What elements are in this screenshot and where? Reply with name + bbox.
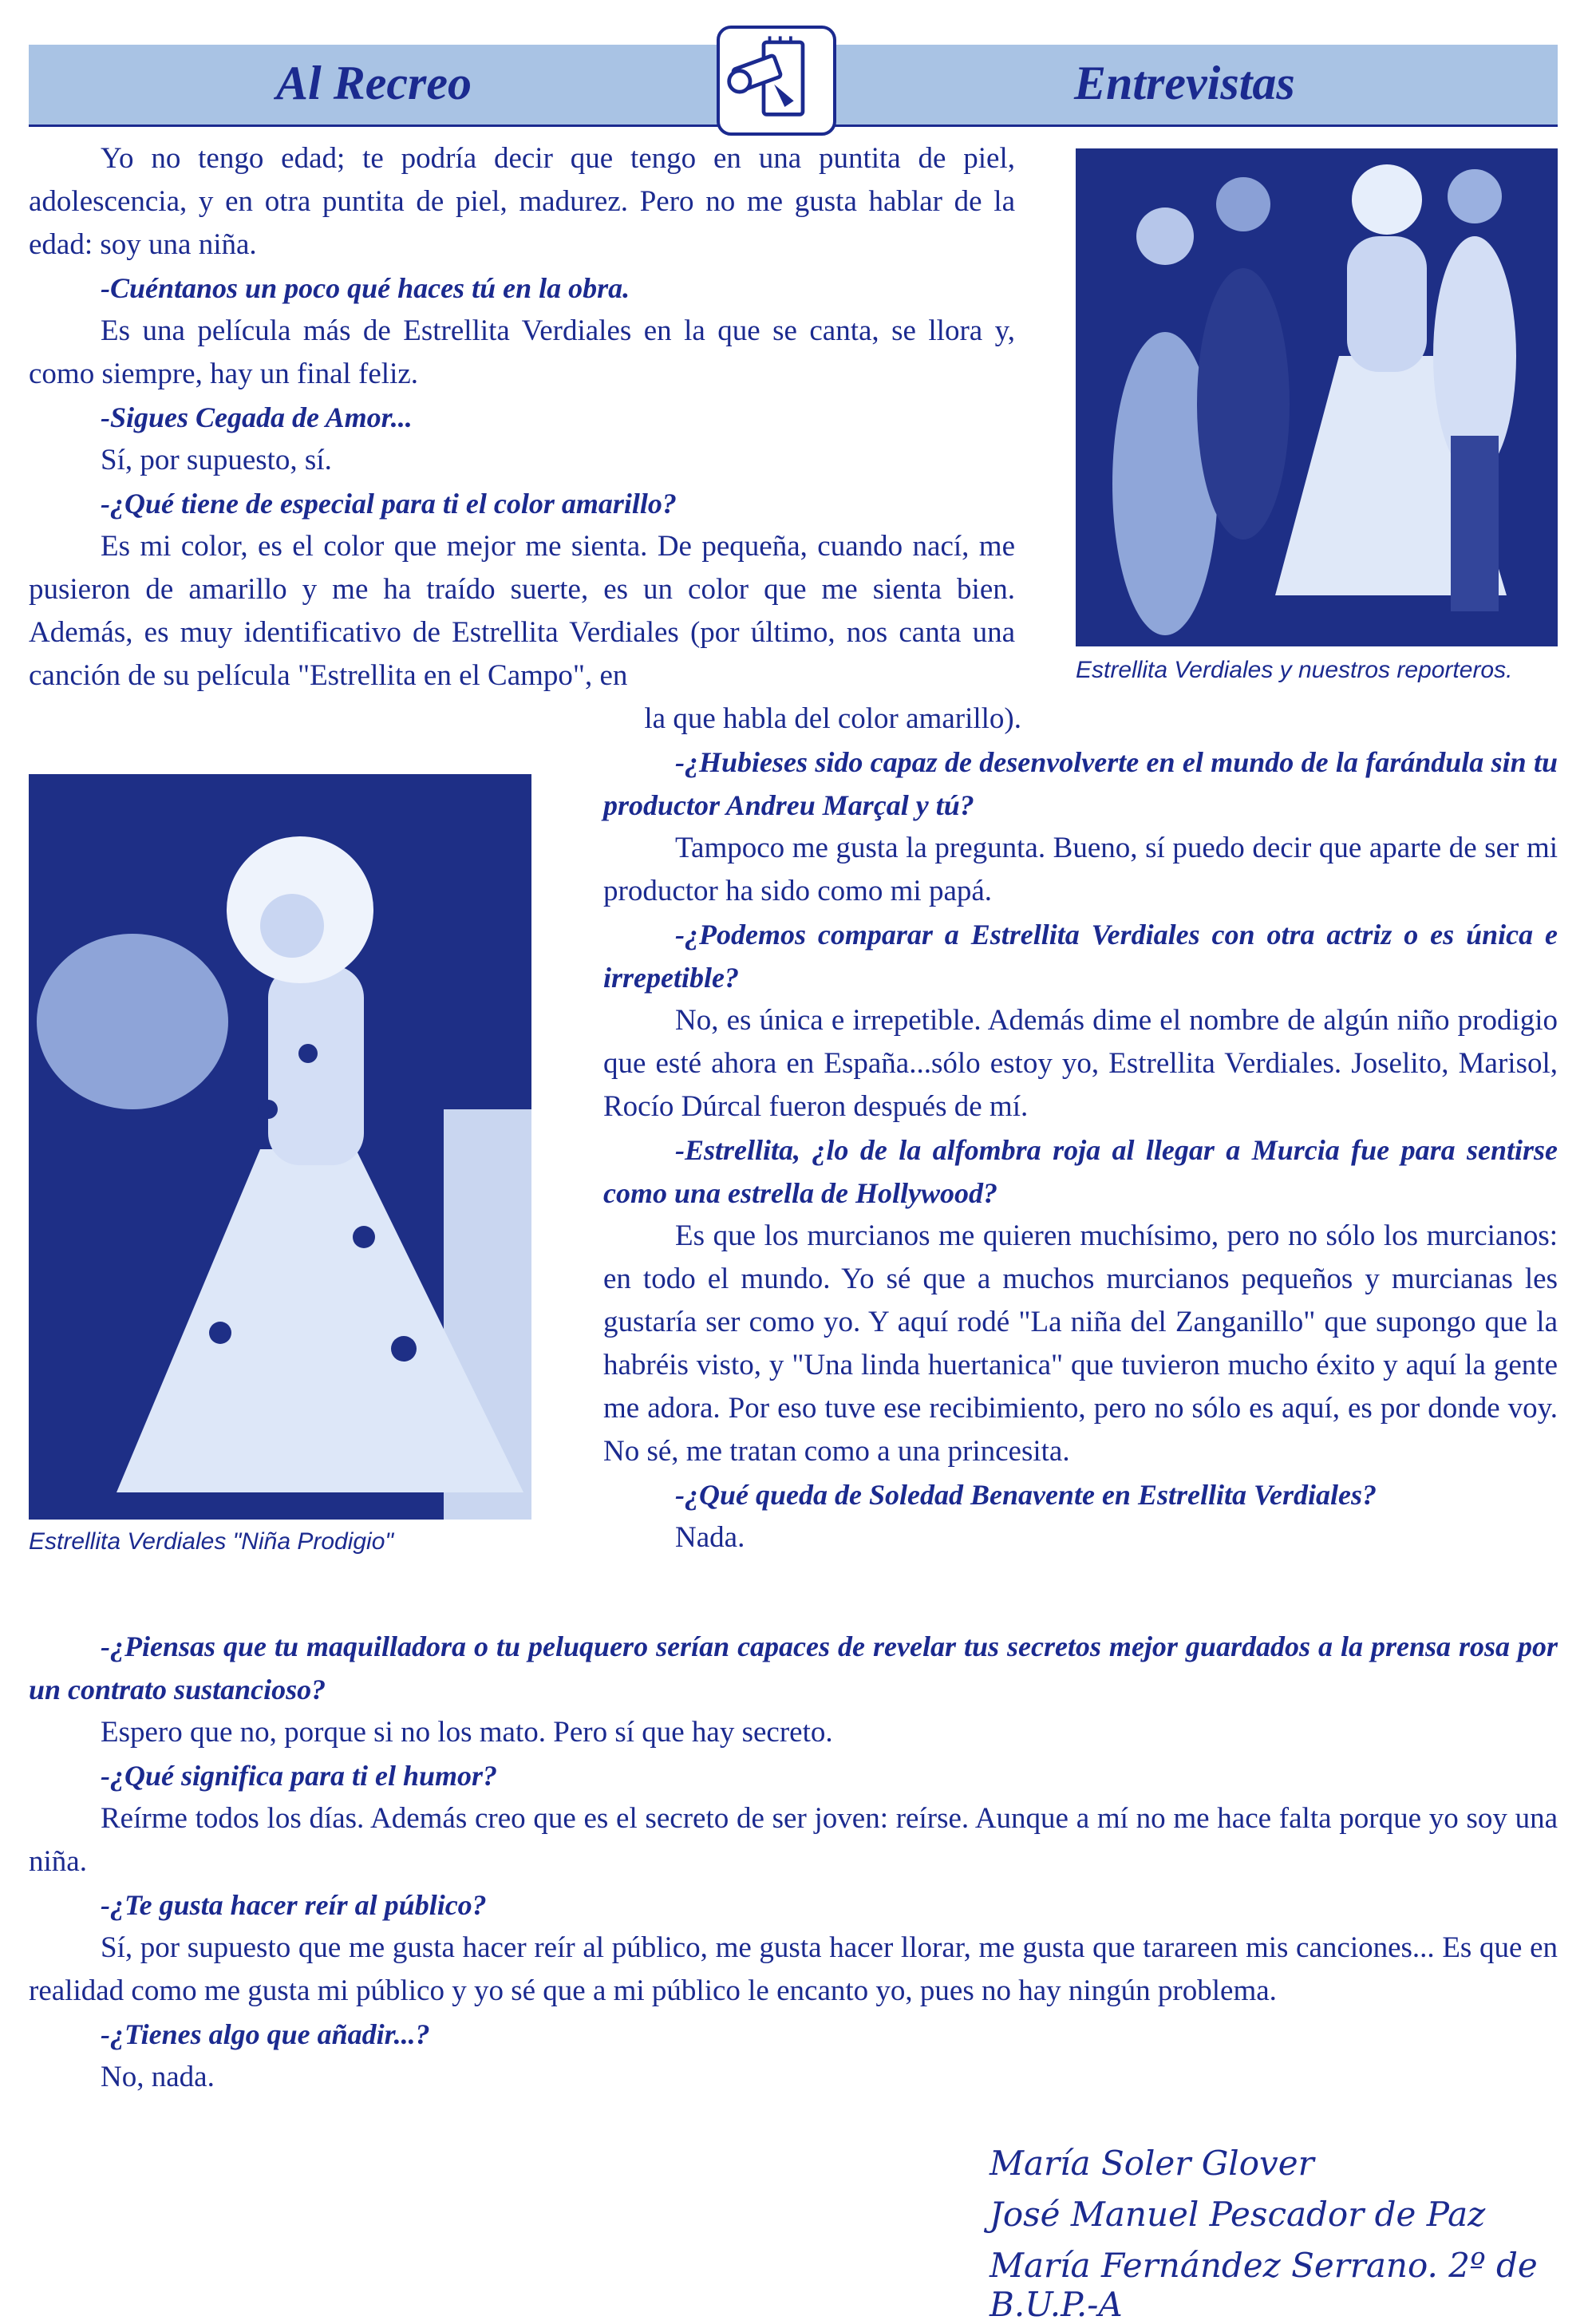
signature-1: María Soler Glover — [990, 2144, 1314, 2183]
question-7: -¿Qué queda de Soledad Benavente en Estrellita Verdiales? — [675, 1479, 1377, 1511]
question-6: -Estrellita, ¿lo de la alfombra roja al llegar a Murcia fue para sentirse como una estrella de Hollywood? — [603, 1134, 1558, 1209]
answer-2: Sí, por supuesto, sí. — [101, 444, 332, 476]
top-text-block — [29, 137, 1015, 698]
answer-7: Nada. — [675, 1521, 745, 1554]
answer-3: Es mi color, es el color que mejor me sienta. De pequeña, cuando nací, me pusieron de amarillo y me ha traído suerte, es un color que me sienta bien. Además, es muy identificativo de Estrellita Verdiales (por último, nos canta una canción de su película "Estrellita en el Campo", en — [29, 530, 1015, 692]
question-9: -¿Qué significa para ti el humor? — [101, 1760, 498, 1792]
question-11: -¿Tienes algo que añadir...? — [101, 2018, 430, 2050]
answer-10: Sí, por supuesto que me gusta hacer reír al público, me gusta hacer llorar, me gusta que tarareen mis canciones... Es que en realidad como me gusta mi público y yo sé que a mi público le encanto yo, pues no hay ningún problema. — [29, 1931, 1558, 2007]
answer-6: Es que los murcianos me quieren muchísimo, pero no sólo los murcianos: en todo el mundo. Yo sé que a muchos murcianos pequeños y murcianas les gustaría ser como yo. Y aquí rodé "La niña del Zanganillo" que supongo que la habréis visto, y "Una linda huertanica" que tuvieron mucho éxito y aquí la gente me adora. Por eso tuve ese recibimiento, pero no sólo es aquí, es por donde voy. No sé, me tratan como a una princesita. — [603, 1219, 1558, 1468]
question-5: -¿Podemos comparar a Estrellita Verdiales con otra actriz o es única e irrepetible? — [603, 919, 1558, 994]
answer-8: Espero que no, porque si no los mato. Pero sí que hay secreto. — [101, 1716, 833, 1749]
signature-3: María Fernández Serrano. 2º de B.U.P.-A — [990, 2246, 1538, 2324]
photo-reporters — [1076, 148, 1558, 646]
intro-paragraph: Yo no tengo edad; te podría decir que tengo en una puntita de piel, adolescencia, y en otra puntita de piel, madurez. Pero no me gusta hablar de la edad: soy una niña. — [29, 142, 1015, 261]
answer-4: Tampoco me gusta la pregunta. Bueno, sí puedo decir que aparte de ser mi productor ha sido como mi papá. — [603, 832, 1558, 907]
answer-1: Es una película más de Estrellita Verdiales en la que se canta, se llora y, como siempre, hay un final feliz. — [29, 314, 1015, 390]
question-1: -Cuéntanos un poco qué haces tú en la obra. — [101, 272, 630, 304]
question-4: -¿Hubieses sido capaz de desenvolverte en el mundo de la farándula sin tu productor Andreu Marçal y tú? — [603, 746, 1558, 821]
signature-2: José Manuel Pescador de Paz — [990, 2195, 1486, 2234]
question-10: -¿Te gusta hacer reír al público? — [101, 1889, 487, 1921]
middle-text-block — [603, 741, 1558, 1559]
question-2: -Sigues Cegada de Amor... — [101, 401, 413, 433]
photo-reporters-caption: Estrellita Verdiales y nuestros reporteros. — [1076, 657, 1513, 683]
answer-9: Reírme todos los días. Además creo que es el secreto de ser joven: reírse. Aunque a mí no me hace falta porque yo soy una niña. — [29, 1802, 1558, 1878]
bottom-text-block — [29, 1625, 1558, 2099]
answer-5: No, es única e irrepetible. Además dime el nombre de algún niño prodigio que esté ahora en España...sólo estoy yo, Estrellita Verdiales. Joselito, Marisol, Rocío Dúrcal fueron después de mí. — [603, 1004, 1558, 1123]
answer-3-end: la que habla del color amarillo). — [644, 702, 1021, 735]
section-title-right: Entrevistas — [1074, 57, 1295, 109]
photo-nina-prodigio-caption: Estrellita Verdiales "Niña Prodigio" — [29, 1528, 394, 1555]
notepad-camera-icon — [717, 26, 836, 136]
question-3: -¿Qué tiene de especial para ti el color amarillo? — [101, 488, 677, 520]
photo-nina-prodigio — [29, 774, 531, 1520]
answer-11: No, nada. — [101, 2061, 215, 2093]
section-title-left: Al Recreo — [276, 57, 472, 109]
question-8: -¿Piensas que tu maquilladora o tu peluquero serían capaces de revelar tus secretos mejor guardados a la prensa rosa por un contrato sustancioso? — [29, 1630, 1558, 1705]
